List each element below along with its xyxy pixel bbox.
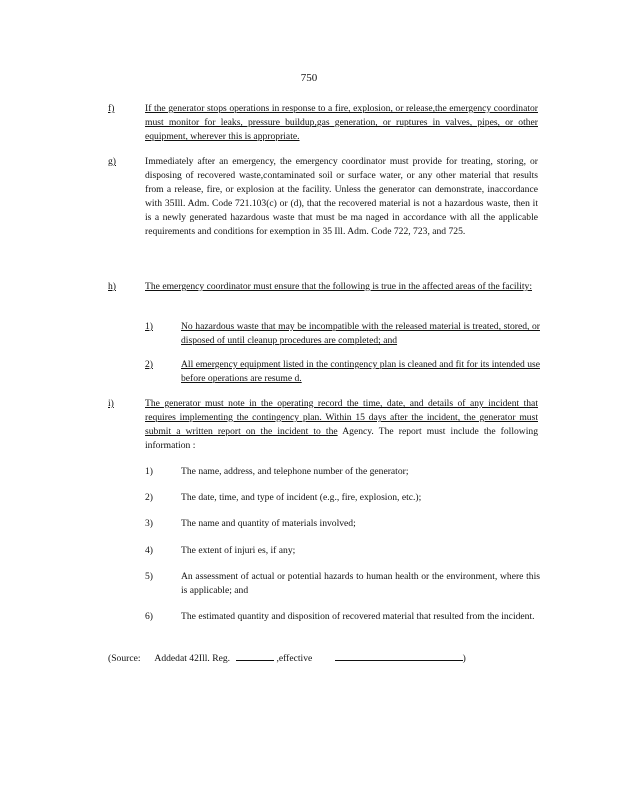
list-item [145, 465, 540, 479]
paragraph-text-underlined: The generator must note in the operating record the time, date, and details of any incident that requires implementing the contingency plan. Within 15 days after the incident, the generator must submit a written report on the incident to the [145, 398, 538, 437]
source-close: ) [462, 653, 466, 664]
list-item [145, 544, 540, 558]
source-prefix: (Source: [108, 653, 141, 664]
source-added: Addedat 42Ill. Reg. [154, 653, 231, 664]
item-marker: 3) [145, 518, 153, 529]
paragraph-text: If the generator stops operations in response to a fire, explosion, or release,the emergency coordinator must monitor for leaks, pressure buildup,gas generation, or ruptures in valves, pipes, or other equipment, wherever this is appropriate. [145, 103, 538, 142]
item-text: The extent of injuri es, if any; [181, 545, 296, 556]
list-item [145, 491, 540, 505]
item-text: No hazardous waste that may be incompatible with the released material is treated, stored, or disposed of until cleanup procedures are completed; and [181, 321, 540, 346]
effective-date-blank [335, 650, 463, 661]
item-marker: 6) [145, 611, 153, 622]
paragraph-marker: i) [108, 398, 114, 409]
source-effective: ,effective [276, 653, 313, 664]
item-marker: 1) [145, 466, 153, 477]
item-text: An assessment of actual or potential hazards to human health or the environment, where this is applicable; and [181, 571, 540, 596]
item-text: The name, address, and telephone number of the generator; [181, 466, 409, 477]
item-marker: 4) [145, 545, 153, 556]
item-marker: 2) [145, 492, 153, 503]
paragraph-text [145, 397, 538, 453]
paragraph-text: The emergency coordinator must ensure that the following is true in the affected areas of the facility: [145, 281, 532, 292]
list-item [145, 570, 540, 598]
page-number: 750 [300, 72, 318, 84]
source-note [108, 650, 466, 666]
paragraph-g [108, 155, 538, 239]
paragraph-marker: f) [108, 103, 115, 114]
item-text: The date, time, and type of incident (e.g., fire, explosion, etc.); [181, 492, 422, 503]
list-item [145, 358, 540, 386]
paragraph-f [108, 102, 538, 144]
item-text: All emergency equipment listed in the contingency plan is cleaned and fit for its intended use before operations are resume d. [181, 359, 540, 384]
list-item [145, 610, 540, 624]
paragraph-marker: g) [108, 156, 116, 167]
register-volume-blank [236, 650, 274, 661]
paragraph-text-plain: Agency. The report must include the following information : [145, 426, 538, 451]
list-item [145, 517, 540, 531]
item-text: The estimated quantity and disposition of recovered material that resulted from the incident. [181, 611, 535, 622]
paragraph-i [108, 397, 538, 453]
paragraph-marker: h) [108, 281, 116, 292]
paragraph-text: Immediately after an emergency, the emergency coordinator must provide for treating, storing, or disposing of recovered waste,contaminated soil or surface water, or any other material that results from a release, fire, or explosion at the facility. Unless the generator can demonstrate, inaccordance with 35Ill. Adm. Code 721.103(c) or (d), that the recovered material is not a hazardous waste, then it is a newly generated hazardous waste that must be ma naged in accordance with all the applicable requirements and conditions for exemption in 35 Ill. Adm. Code 722, 723, and 725. [145, 156, 538, 237]
item-marker: 2) [145, 359, 153, 370]
item-marker: 1) [145, 321, 153, 332]
list-item [145, 320, 540, 348]
paragraph-h [108, 280, 538, 294]
item-marker: 5) [145, 571, 153, 582]
item-text: The name and quantity of materials involved; [181, 518, 356, 529]
